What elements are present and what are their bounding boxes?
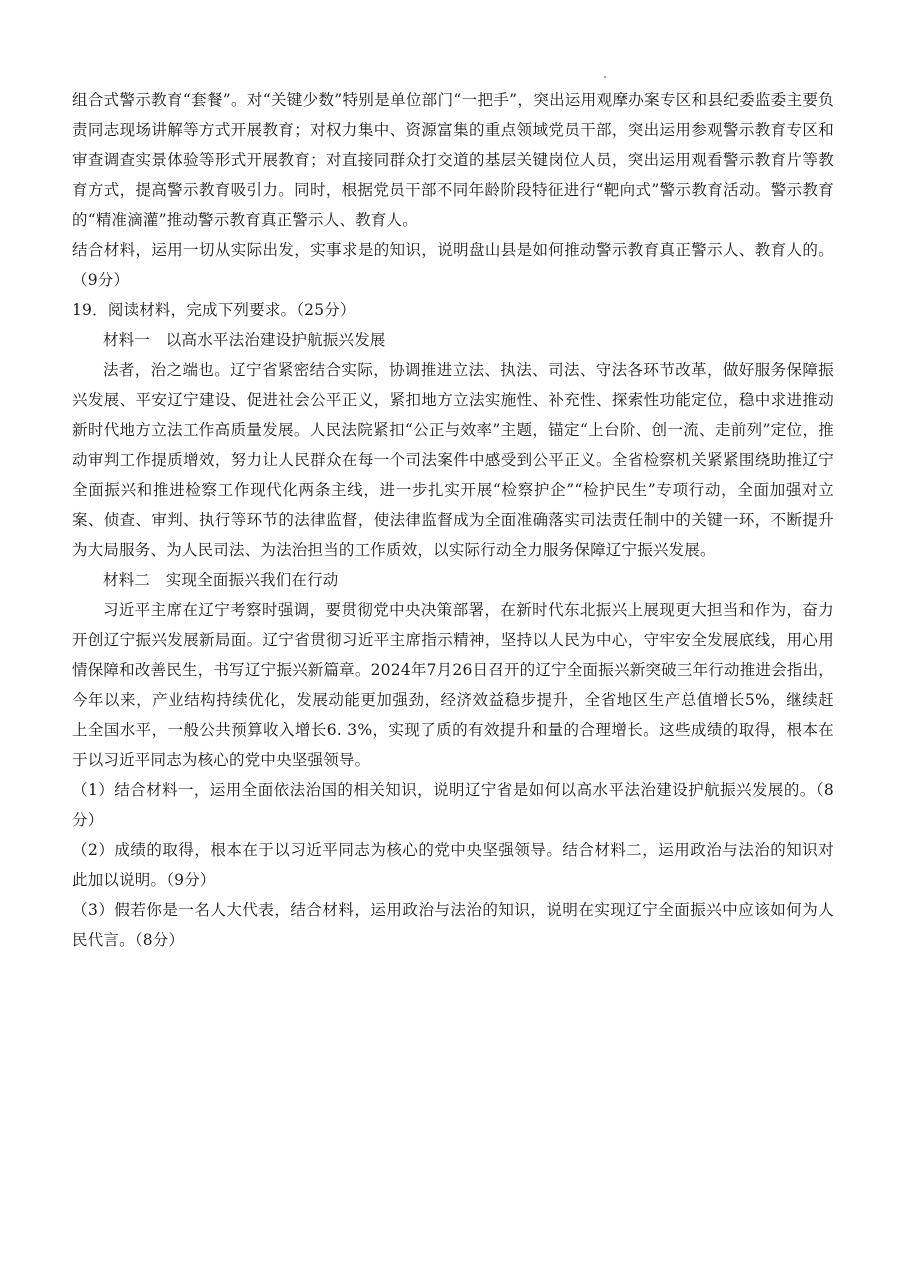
- material-1-body: 法者，治之端也。辽宁省紧密结合实际，协调推进立法、执法、司法、守法各环节改革，做好服务保障振兴发展、平安辽宁建设、促进社会公平正义，紧扣地方立法实施性、补充性、探索性功能定位，稳中求进推动新时代地方立法工作高质量发展。人民法院紧扣“公正与效率”主题，锚定“上台阶、创一流、走前列”定位，推动审判工作提质增效，努力让人民群众在每一个司法案件中感受到公平正义。全省检察机关紧紧围绕助推辽宁全面振兴和推进检察工作现代化两条主线，进一步扎实开展“检察护企”“检护民生”专项行动，全面加强对立案、侦查、审判、执行等环节的法律监督，使法律监督成为全面准确落实司法责任制中的关键一环，不断提升为大局服务、为人民司法、为法治担当的工作质效，以实际行动全力服务保障辽宁振兴发展。: [72, 361, 834, 559]
- material-2-title: 材料二 实现全面振兴我们在行动: [103, 571, 339, 589]
- material-continuation: 组合式警示教育“套餐”。对“关键少数”特别是单位部门“一把手”，突出运用观摩办案专区和县纪委监委主要负责同志现场讲解等方式开展教育；对权力集中、资源富集的重点领域党员干部，突出运用参观警示教育专区和审查调查实景体验等形式开展教育；对直接同群众打交道的基层关键岗位人员，突出运用观看警示教育片等教育方式，提高警示教育吸引力。同时，根据党员干部不同年龄阶段特征进行“靶向式”警示教育活动。警示教育的“精准滴灌”推动警示教育真正警示人、教育人。: [72, 91, 834, 229]
- scan-dot: [604, 76, 606, 78]
- question-18-prompt: 结合材料，运用一切从实际出发，实事求是的知识，说明盘山县是如何推动警示教育真正警示人、教育人的。（9分）: [72, 241, 834, 289]
- material-2-body: 习近平主席在辽宁考察时强调，要贯彻党中央决策部署，在新时代东北振兴上展现更大担当和作为，奋力开创辽宁振兴发展新局面。辽宁省贯彻习近平主席指示精神，坚持以人民为中心，守牢安全发展底线，用心用情保障和改善民生，书写辽宁振兴新篇章。2024年7月26日召开的辽宁全面振兴新突破三年行动推进会指出，今年以来，产业结构持续优化，发展动能更加强劲，经济效益稳步提升，全省地区生产总值增长5%，继续赶上全国水平，一般公共预算收入增长6. 3%，实现了质的有效提升和量的合理增长。这些成绩的取得，根本在于以习近平同志为核心的党中央坚强领导。: [72, 601, 834, 769]
- sub-question-2: （2）成绩的取得，根本在于以习近平同志为核心的党中央坚强领导。结合材料二，运用政治与法治的知识对此加以说明。（9分）: [72, 841, 834, 889]
- material-1-title: 材料一 以高水平法治建设护航振兴发展: [103, 331, 386, 349]
- sub-question-3: （3）假若你是一名人大代表，结合材料，运用政治与法治的知识，说明在实现辽宁全面振兴中应该如何为人民代言。（8分）: [72, 901, 834, 949]
- document-page: [72, 85, 834, 955]
- sub-question-1: （1）结合材料一，运用全面依法治国的相关知识，说明辽宁省是如何以高水平法治建设护航振兴发展的。（8分）: [72, 781, 834, 829]
- question-19-intro: 19．阅读材料，完成下列要求。（25分）: [72, 301, 356, 319]
